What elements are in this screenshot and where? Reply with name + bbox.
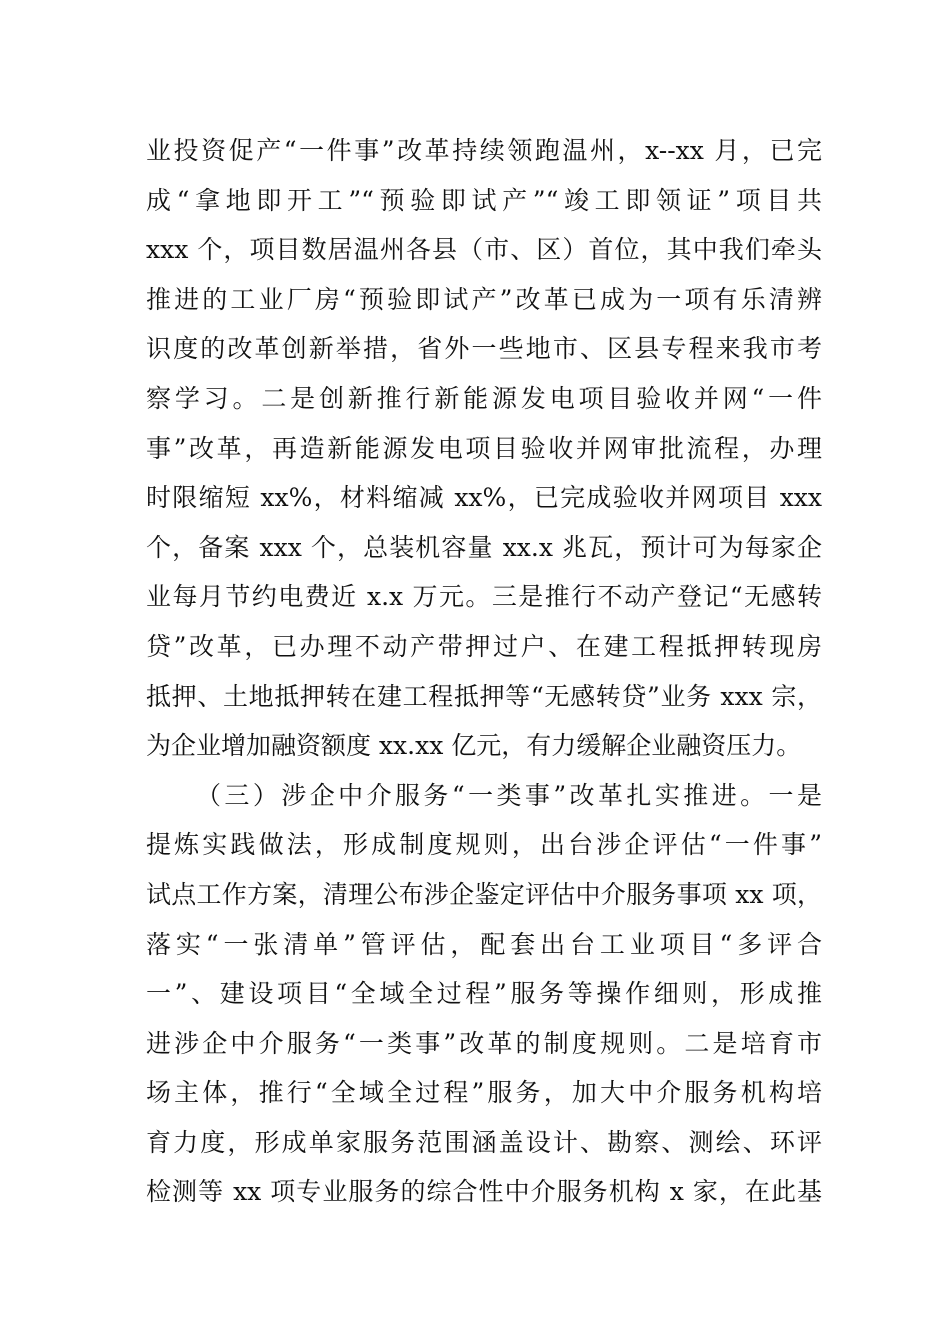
- body-text: [146, 126, 822, 1217]
- text-line: 场主体，推行“全域全过程”服务，加大中介服务机构培: [146, 1078, 822, 1108]
- text-line: 贷”改革，已办理不动产带押过户、在建工程抵押转现房: [146, 631, 822, 661]
- text-line: 育力度，形成单家服务范围涵盖设计、勘察、测绘、环评: [146, 1127, 822, 1157]
- text-line: 事”改革，再造新能源发电项目验收并网审批流程，办理: [146, 433, 822, 463]
- text-line: 识度的改革创新举措，省外一些地市、区县专程来我市考: [146, 334, 822, 364]
- text-line: 业投资促产“一件事”改革持续领跑温州，x--xx 月，已完: [146, 136, 822, 165]
- text-line: 一”、建设项目“全域全过程”服务等操作细则，形成推: [146, 979, 822, 1009]
- text-line: 检测等 xx 项专业服务的综合性中介服务机构 x 家，在此基: [146, 1177, 822, 1207]
- text-line: 提炼实践做法，形成制度规则，出台涉企评估“一件事”: [146, 830, 822, 860]
- text-line: 察学习。二是创新推行新能源发电项目验收并网“一件: [146, 383, 822, 413]
- text-line: 进涉企中介服务“一类事”改革的制度规则。二是培育市: [146, 1028, 822, 1058]
- text-line: 成“拿地即开工”“预验即试产”“竣工即领证”项目共: [146, 185, 822, 215]
- text-line: 落实“一张清单”管评估，配套出台工业项目“多评合: [146, 929, 822, 959]
- text-line: 业每月节约电费近 x.x 万元。三是推行不动产登记“无感转: [146, 582, 822, 612]
- section-heading-line: （三）涉企中介服务“一类事”改革扎实推进。一是: [196, 780, 822, 810]
- text-line: xxx 个，项目数居温州各县（市、区）首位，其中我们牵头: [146, 235, 822, 265]
- text-line: 抵押、土地抵押转在建工程抵押等“无感转贷”业务 xxx 宗，: [146, 681, 822, 711]
- paragraph-end-line: 为企业增加融资额度 xx.xx 亿元，有力缓解企业融资压力。: [146, 731, 802, 761]
- text-line: 时限缩短 xx%，材料缩减 xx%，已完成验收并网项目 xxx: [146, 483, 822, 513]
- text-line: 试点工作方案，清理公布涉企鉴定评估中介服务事项 xx 项，: [146, 879, 822, 909]
- text-line: 推进的工业厂房“预验即试产”改革已成为一项有乐清辨: [146, 284, 822, 314]
- text-line: 个，备案 xxx 个，总装机容量 xx.x 兆瓦，预计可为每家企: [146, 532, 822, 562]
